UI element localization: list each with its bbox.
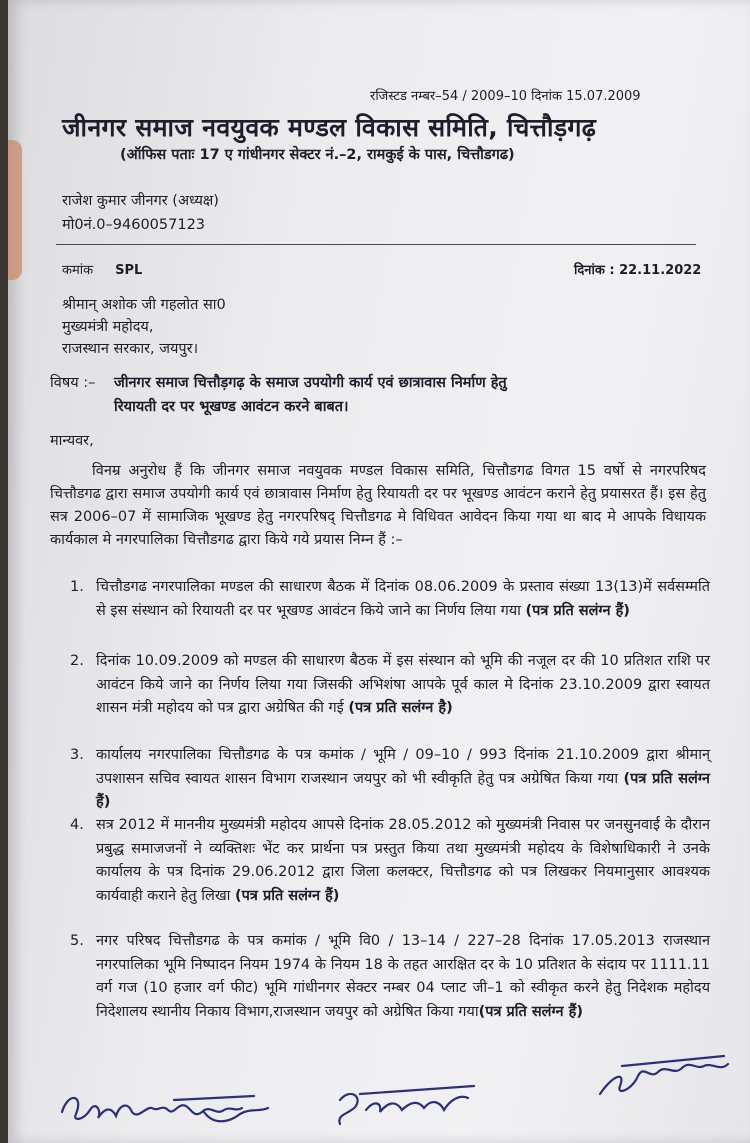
item-attachment-note: (पत्र प्रति सलंग्न हैं) [525, 602, 630, 619]
item-text: कार्यालय नगरपालिका चित्तौडगढ के पत्र कमांक / भूमि / 09–10 / 993 दिनांक 21.10.2009 द्वारा श्रीमान् उपशासन सचिव स्वायत शासन विभाग राजस्थान जयपुर को भी स्वीकृति हेतु पत्र अग्रेषित किया गया [96, 747, 710, 787]
item-attachment-note: (पत्र प्रति सलंग्न हैं) [478, 1003, 583, 1020]
list-item [70, 650, 710, 744]
item-text: दिनांक 10.09.2009 को मण्डल की साधारण बैठक में इस संस्थान को भूमि की नजूल दर की 10 प्रतिशत राशि पर आवंटन किये जाने का निर्णय लिया गया जिसकी अभिशंषा आपके पूर्व काल मे दिनांक 23.10.2009 द्वारा स्वायत शासन मंत्री महोदय को पत्र द्वारा अग्रेषित की गई [96, 653, 710, 716]
item-number: 3. [70, 747, 84, 763]
item-number: 4. [70, 817, 84, 833]
organization-title: जीनगर समाज नवयुवक मण्डल विकास समिति, चित्तौड़गढ़ [62, 113, 597, 142]
reference-line [62, 262, 142, 280]
item-number: 1. [70, 579, 84, 595]
list-item [70, 744, 710, 814]
item-attachment-note: (पत्र प्रति सलंग्न है) [348, 700, 453, 716]
efforts-list [70, 576, 710, 1050]
list-item [70, 930, 710, 1050]
list-item [70, 576, 710, 650]
recipient-designation: मुख्यमंत्री महोदय, [62, 319, 154, 335]
president-name: राजेश कुमार जीनगर (अध्यक्ष) [62, 193, 219, 209]
recipient-office: राजस्थान सरकार, जयपुर। [62, 341, 199, 357]
header-divider [56, 244, 696, 245]
item-text: नगर परिषद चित्तौडगढ के पत्र कमांक / भूमि वि0 / 13–14 / 227–28 दिनांक 17.05.2013 राजस्थान नगरपालिका भूमि निष्पादन नियम 1974 के नियम 18 के तहत आरक्षित दर के 10 प्रतिशत के संदाय पर 1111.11 वर्ग गज (10 हजार वर्ग फीट) भूमि गांधीनगर सेक्टर नम्बर 04 प्लाट जी–1 को स्वीकृत करने हेतु निदेशक महोदय निदेशालय स्थानीय निकाय विभाग,राजस्थान जयपुर को अग्रेषित किया गया [96, 933, 710, 1020]
subject-line-1: जीनगर समाज चित्तौड़गढ़ के समाज उपयोगी कार्य एवं छात्रावास निर्माण हेतु [114, 375, 507, 391]
signature-right [592, 1046, 742, 1106]
reference-value: SPL [115, 263, 143, 278]
finger-shadow [8, 140, 22, 280]
recipient-name: श्रीमान् अशोक जी गहलोत सा0 [62, 297, 226, 313]
item-number: 5. [70, 933, 84, 949]
signature-middle [326, 1080, 486, 1132]
mobile-number: मो0नं.0–9460057123 [62, 217, 206, 233]
letter-page [8, 0, 750, 1143]
signature-left [54, 1082, 294, 1132]
salutation: मान्यवर, [50, 433, 94, 449]
letter-date: दिनांक : 22.11.2022 [574, 263, 702, 278]
subject-line-2: रियायती दर पर भूखण्ड आवंटन करने बाबत। [114, 399, 349, 415]
list-item [70, 814, 710, 930]
item-number: 2. [70, 653, 84, 669]
item-attachment-note: (पत्र प्रति सलंग्न हैं) [96, 770, 710, 810]
item-text: सत्र 2012 में माननीय मुख्यमंत्री महोदय आपसे दिनांक 28.05.2012 को मुख्यमंत्री निवास पर जनसुनवाई के दौरान प्रबुद्ध समाजजनों ने व्यक्तिशः भेंट कर प्रार्थना पत्र प्रस्तुत किया तथा मुख्यमंत्री महोदय के विशेषाधिकारी ने उनके कार्यालय के पत्र दिनांक 29.06.2012 द्वारा जिला कलक्टर, चित्तौडगढ को पत्र लिखकर नियमानुसार आवश्यक कार्यवाही कराने हेतु लिखा [96, 817, 710, 904]
item-attachment-note: (पत्र प्रति सलंग्न हैं) [235, 887, 340, 904]
subject-label: विषय :– [50, 375, 96, 391]
item-text: चित्तौडगढ नगरपालिका मण्डल की साधारण बैठक में दिनांक 08.06.2009 के प्रस्ताव संख्या 13(13)में सर्वसम्मति से इस संस्थान को रियायती दर पर भूखण्ड आवंटन किये जाने का निर्णय लिया गया [96, 579, 710, 619]
registration-line: रजिस्टड नम्बर–54 / 2009–10 दिनांक 15.07.2009 [370, 89, 641, 104]
intro-paragraph: विनम्र अनुरोध हैं कि जीनगर समाज नवयुवक मण्डल विकास समिति, चित्तौडगढ विगत 15 वर्षो से नगरपरिषद चित्तौडगढ द्वारा समाज उपयोगी कार्य एवं छात्रावास निर्माण हेतु रियायती दर पर भूखण्ड आवंटन कराने हेतु प्रयासरत हैं। इस हेतु सत्र 2006–07 में सामाजिक भूखण्ड हेतु नगरपरिषद् चित्तौडगढ मे विधिवत आवेदन किया गया था बाद मे आपके विधायक कार्यकाल मे नगरपालिका चित्तौडगढ द्वारा किये गये प्रयास निम्न हैं :– [50, 463, 706, 548]
office-address: (ऑफिस पताः 17 ए गांधीनगर सेक्टर नं.–2, रामकुई के पास, चित्तौडगढ) [120, 147, 515, 163]
reference-label: कमांक [62, 263, 94, 278]
